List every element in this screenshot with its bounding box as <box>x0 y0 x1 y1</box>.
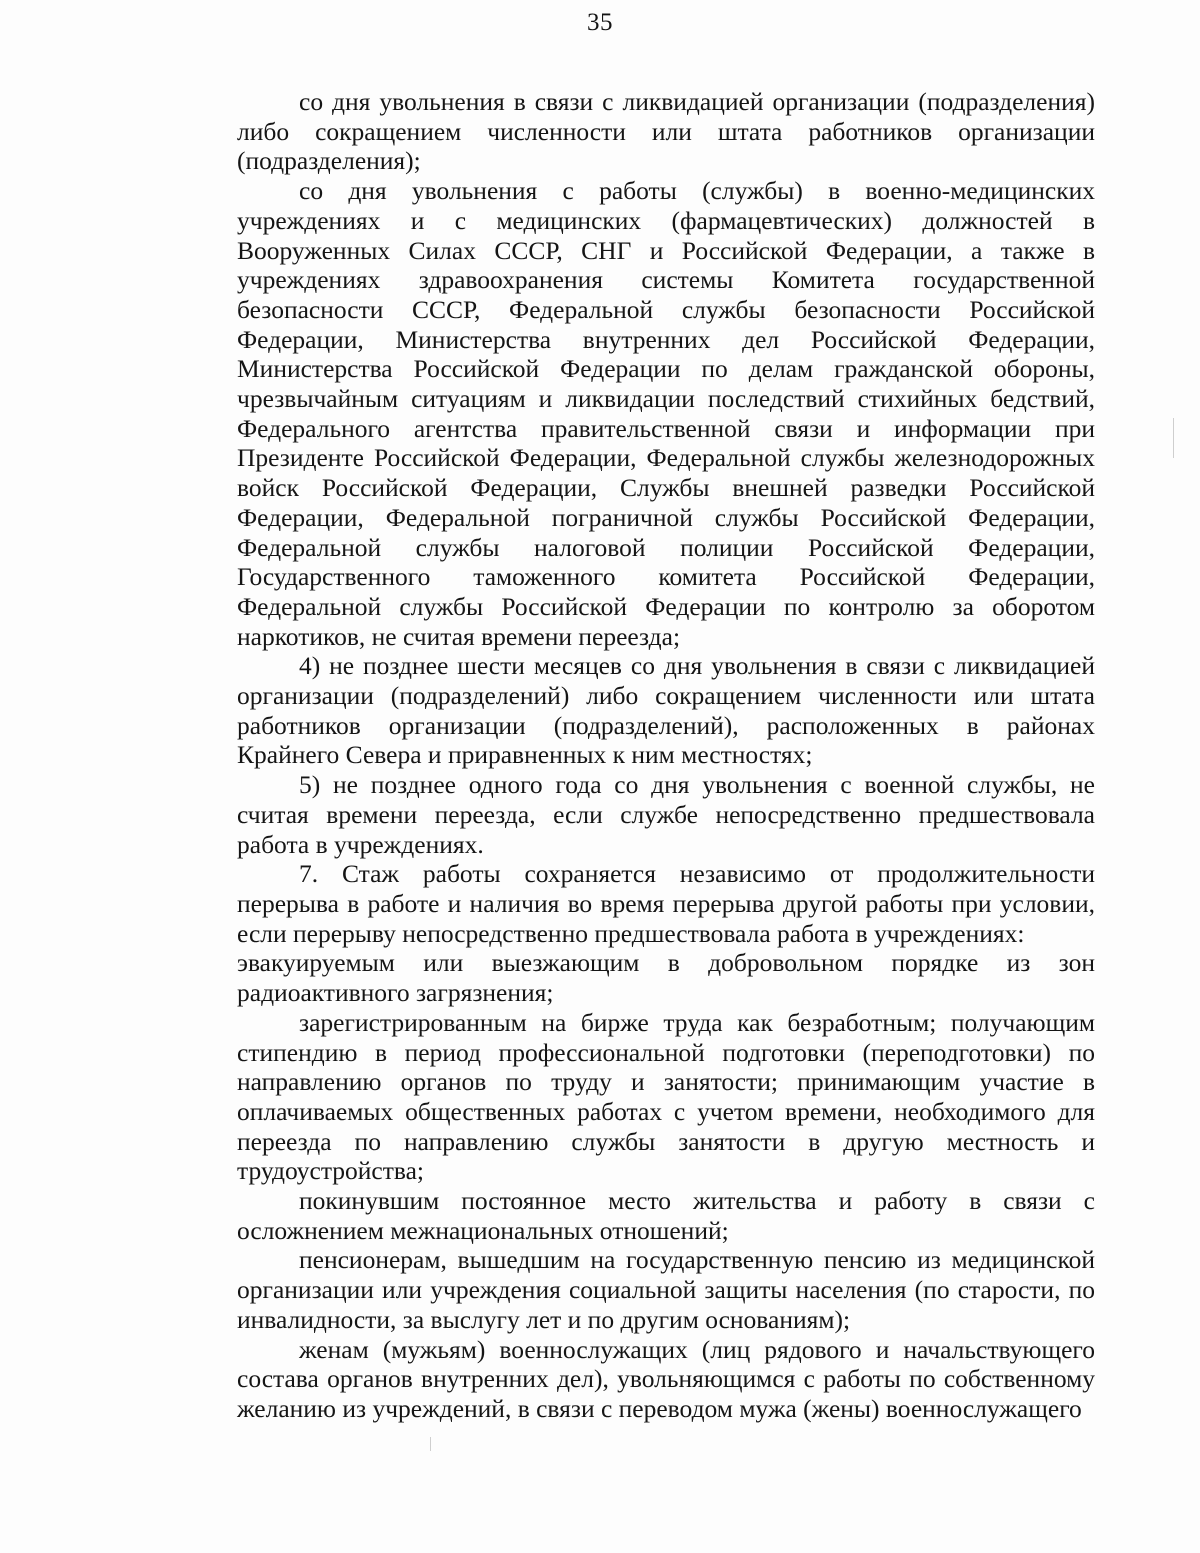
paragraph-military-medical: со дня увольнения с работы (службы) в военно-медицинских учреждениях и с медицинских (фармацевтических) должностей в Вооруженных Силах СССР, СНГ и Российской Федерации, а также в учреждениях здравоохранения системы Комитета государственной безопасности СССР, Федеральной службы безопасности Российской Федерации, Министерства внутренних дел Российской Федерации, Министерства Российской Федерации по делам гражданской обороны, чрезвычайным ситуациям и ликвидации последствий стихийных бедствий, Федерального агентства правительственной связи и информации при Президенте Российской Федерации, Федеральной службы железнодорожных войск Российской Федерации, Службы внешней разведки Российской Федерации, Федеральной пограничной службы Российской Федерации, Федеральной службы налоговой полиции Российской Федерации, Государственного таможенного комитета Российской Федерации, Федеральной службы Российской Федерации по контролю за оборотом наркотиков, не считая времени переезда; <box>237 176 1095 651</box>
paragraph-interethnic-relations: покинувшим постоянное место жительства и работу в связи с осложнением межнациональных отношений; <box>237 1186 1095 1245</box>
scan-artifact-right <box>1173 418 1174 458</box>
document-body <box>237 87 1095 1424</box>
paragraph-item-5: 5) не позднее одного года со дня увольнения с военной службы, не считая времени переезда, если службе непосредственно предшествовала работа в учреждениях. <box>237 770 1095 859</box>
paragraph-liquidation: со дня увольнения в связи с ликвидацией организации (подразделения) либо сокращением численности или штата работников организации (подразделения); <box>237 87 1095 176</box>
paragraph-section-7: 7. Стаж работы сохраняется независимо от продолжительности перерыва в работе и наличия во время перерыва другой работы при условии, если перерыву непосредственно предшествовала работа в учреждениях: <box>237 859 1095 948</box>
paragraph-registered-unemployed: зарегистрированным на бирже труда как безработным; получающим стипендию в период профессиональной подготовки (переподготовки) по направлению органов по труду и занятости; принимающим участие в оплачиваемых общественных работах с учетом времени, необходимого для переезда по направлению службы занятости в другую местность и трудоустройства; <box>237 1007 1095 1186</box>
paragraph-military-spouses: женам (мужьям) военнослужащих (лиц рядового и начальствующего состава органов внутренних дел), увольняющимся с работы по собственному желанию из учреждений, в связи с переводом мужа (жены) военнослужащего <box>237 1334 1095 1423</box>
paragraph-item-4: 4) не позднее шести месяцев со дня увольнения в связи с ликвидацией организации (подразделений) либо сокращением численности или штата работников организации (подразделений), расположенных в районах Крайнего Севера и приравненных к ним местностях; <box>237 651 1095 770</box>
page-number: 35 <box>587 9 613 36</box>
paragraph-evacuated: эвакуируемым или выезжающим в добровольном порядке из зон радиоактивного загрязнения; <box>237 948 1095 1008</box>
scan-artifact-bottom <box>430 1437 431 1451</box>
paragraph-pensioners: пенсионерам, вышедшим на государственную пенсию из медицинской организации или учреждения социальной защиты населения (по старости, по инвалидности, за выслугу лет и по другим основаниям); <box>237 1245 1095 1334</box>
